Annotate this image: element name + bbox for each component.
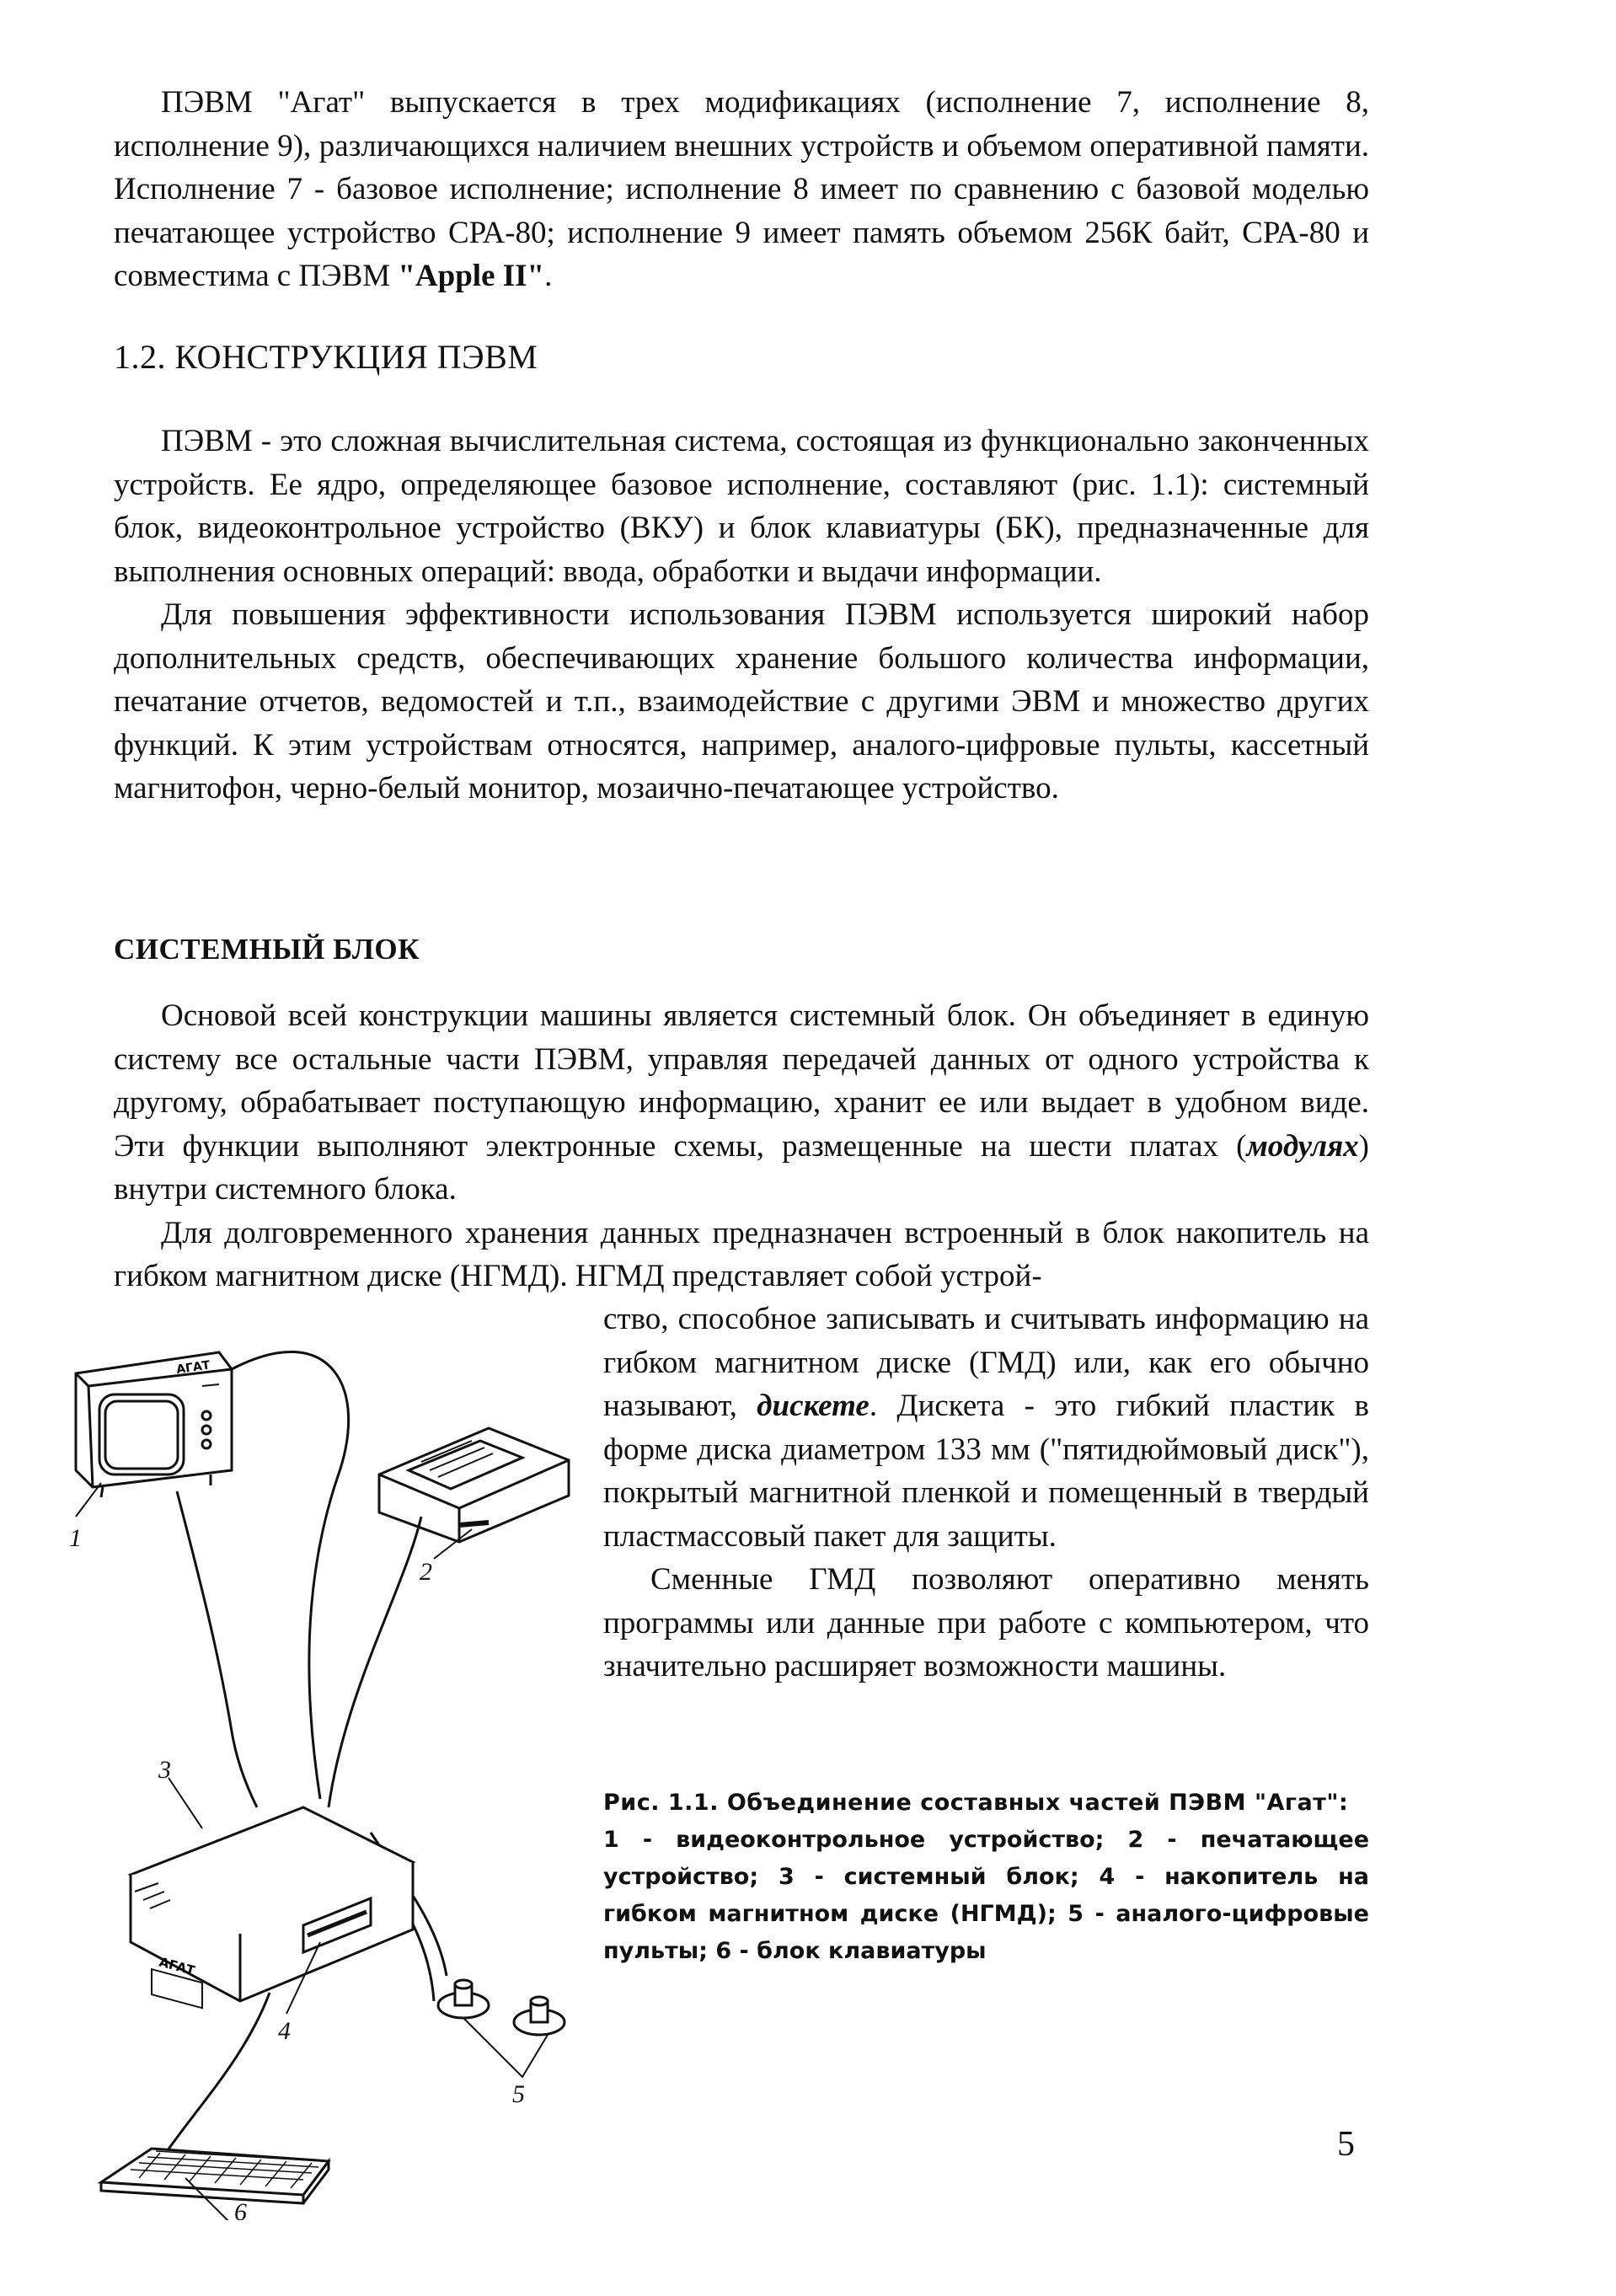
figure-label-1: 1: [69, 1524, 82, 1552]
intro-end: .: [544, 259, 553, 293]
intro-section: [114, 81, 1369, 298]
figure-pc-components: [51, 1335, 598, 2220]
modules-emphasis: модулях: [1246, 1128, 1359, 1164]
system-block-section: [114, 994, 1369, 1298]
diskette-text-a: ство, способное записывать и считывать информацию на гибком магнитном диске (ГМД) или, как его обычно называют,: [603, 1302, 1369, 1423]
figure-label-5: 5: [512, 2080, 525, 2108]
construction-paragraph-2: Для повышения эффективности использования ПЭВМ используется широкий набор дополнительных средств, обеспечивающих хранение большого количества информации, печатание отчетов, ведомостей и т.п., взаимодействие с другими ЭВМ и множество других функций. К этим устройствам относятся, например, аналого-цифровые пульты, кассетный магнитофон, черно-белый монитор, мозаично-печатающее устройство.: [114, 597, 1369, 805]
unit-brand-label: АГАТ: [157, 1954, 197, 1978]
intro-paragraph: [114, 81, 1369, 298]
page-number: 5: [1337, 2125, 1355, 2164]
caption-body: 1 - видеоконтрольное устройство; 2 - печатающее устройство; 3 - системный блок; 4 - накопитель на гибком магнитном диске (НГМД); 5 - аналого-цифровые пульты; 6 - блок клавиатуры: [603, 1827, 1369, 1964]
printer-drawing: [379, 1428, 569, 1542]
figure-label-3: 3: [158, 1756, 171, 1784]
construction-section: [114, 420, 1369, 811]
joysticks-drawing: [438, 1980, 565, 2077]
right-column-text: [603, 1298, 1369, 1689]
intro-text: ПЭВМ "Агат" выпускается в трех модификациях (исполнение 7, исполнение 8, исполнение 9), различающихся наличием внешних устройств и объемом оперативной памяти. Исполнение 7 - базовое исполнение; исполнение 8 имеет по сравнению с базовой моделью печатающее устройство СРА-80; исполнение 9 имеет память объемом 256К байт, СРА-80 и совместима с ПЭВМ: [114, 85, 1369, 293]
figure-label-6: 6: [234, 2198, 247, 2220]
apple-ii-text: "Apple II": [398, 259, 545, 293]
figure-caption: [603, 1785, 1369, 1970]
pc-diagram-svg: [51, 1335, 598, 2220]
caption-title: Рис. 1.1. Объединение составных частей ПЭВМ "Агат":: [603, 1790, 1349, 1816]
construction-paragraph-1: ПЭВМ - это сложная вычислительная система, состоящая из функционально законченных устройств. Ее ядро, определяющее базовое исполнение, составляют (рис. 1.1): системный блок, видеоконтрольное устройство (ВКУ) и блок клавиатуры (БК), предназначенные для выполнения основных операций: ввода, обработки и выдачи информации.: [114, 424, 1369, 589]
monitor-drawing: [76, 1352, 232, 1497]
system-paragraph-2: Для долговременного хранения данных предназначен встроенный в блок накопитель на гибком магнитном диске (НГМД). НГМД представляет собой устрой-: [114, 1215, 1369, 1293]
system-paragraph-1: [114, 994, 1369, 1212]
system-p1-text-b: ) внутри системного блока.: [114, 1128, 1369, 1207]
system-unit-drawing: [131, 1807, 413, 2008]
system-p1-text-a: Основой всей конструкции машины является системный блок. Он объединяет в единую систему все остальные части ПЭВМ, управляя передачей данных от одного устройства к другому, обрабатывает поступающую информацию, хранит ее или выдает в удобном виде. Эти функции выполняют электронные схемы, размещенные на шести платах (: [114, 998, 1369, 1164]
diskette-text-b: . Дискета - это гибкий пластик в форме диска диаметром 133 мм ("пятидюймовый диск"), покрытый магнитной пленкой и помещенный в твердый пластмассовый пакет для защиты.: [603, 1389, 1369, 1554]
keyboard-drawing: [101, 2149, 329, 2203]
diskette-paragraph: [603, 1298, 1369, 1558]
removable-disk-paragraph: Сменные ГМД позволяют оперативно менять программы или данные при работе с компьютером, что значительно расширяет возможности машины.: [603, 1562, 1369, 1683]
section-title: 1.2. КОНСТРУКЦИЯ ПЭВМ: [114, 338, 538, 376]
figure-label-2: 2: [420, 1558, 432, 1586]
figure-label-4: 4: [278, 2017, 291, 2045]
monitor-brand-label: АГАТ: [175, 1358, 211, 1377]
subsection-title: СИСТЕМНЫЙ БЛОК: [114, 933, 420, 966]
diskette-emphasis: дискете: [757, 1389, 870, 1423]
